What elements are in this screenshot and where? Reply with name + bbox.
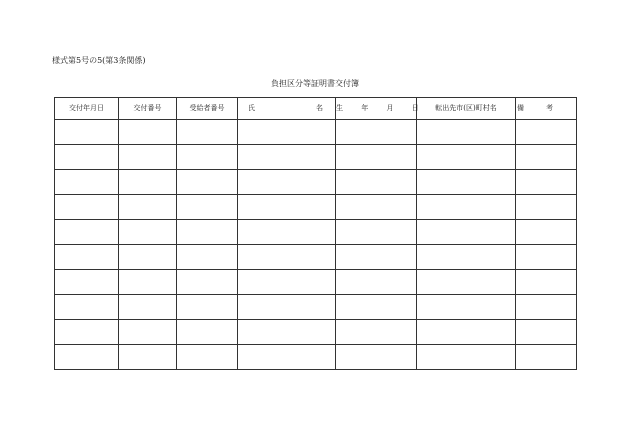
table-cell[interactable] [119,320,177,345]
header-issue-number: 交付番号 [119,98,177,120]
table-cell[interactable] [119,295,177,320]
table-row [55,145,577,170]
table-cell[interactable] [119,270,177,295]
table-cell[interactable] [336,245,417,270]
table-cell[interactable] [516,345,577,370]
table-cell[interactable] [238,195,336,220]
table-cell[interactable] [238,245,336,270]
table-cell[interactable] [238,295,336,320]
table-cell[interactable] [238,170,336,195]
table-body [55,120,577,370]
table-row [55,245,577,270]
table-cell[interactable] [55,295,119,320]
table-row [55,220,577,245]
table-cell[interactable] [336,345,417,370]
table-header-row [55,98,577,120]
table-cell[interactable] [516,245,577,270]
table-cell[interactable] [177,295,238,320]
table-cell[interactable] [417,145,516,170]
table-cell[interactable] [516,270,577,295]
table-cell[interactable] [516,145,577,170]
table-cell[interactable] [119,170,177,195]
table-cell[interactable] [119,245,177,270]
table-cell[interactable] [417,345,516,370]
table-cell[interactable] [336,170,417,195]
table-row [55,195,577,220]
table-cell[interactable] [336,270,417,295]
table-row [55,320,577,345]
header-name [238,98,336,120]
table-cell[interactable] [516,320,577,345]
table-cell[interactable] [177,120,238,145]
certificate-issuance-ledger-table [54,97,577,370]
table-cell[interactable] [238,320,336,345]
table-cell[interactable] [417,295,516,320]
table-cell[interactable] [516,195,577,220]
header-issue-date: 交付年月日 [55,98,119,120]
header-name-left: 氏 [248,104,255,112]
table-cell[interactable] [55,270,119,295]
table-cell[interactable] [516,170,577,195]
table-cell[interactable] [238,345,336,370]
table-cell[interactable] [516,120,577,145]
table-cell[interactable] [336,220,417,245]
table-cell[interactable] [177,145,238,170]
table-cell[interactable] [119,120,177,145]
table-cell[interactable] [417,220,516,245]
header-name-right: 名 [316,104,323,112]
table-cell[interactable] [336,320,417,345]
table-cell[interactable] [55,320,119,345]
table-cell[interactable] [119,145,177,170]
table-cell[interactable] [238,220,336,245]
table-cell[interactable] [336,295,417,320]
table-cell[interactable] [55,195,119,220]
table-cell[interactable] [417,120,516,145]
table-cell[interactable] [177,320,238,345]
table-row [55,170,577,195]
table-cell[interactable] [177,170,238,195]
table-cell[interactable] [177,195,238,220]
table-cell[interactable] [177,245,238,270]
table-cell[interactable] [55,170,119,195]
table-row [55,345,577,370]
table-cell[interactable] [417,195,516,220]
table-row [55,270,577,295]
table-cell[interactable] [516,295,577,320]
header-destination: 転出先市(区)町村名 [417,98,516,120]
table-cell[interactable] [417,320,516,345]
table-cell[interactable] [336,195,417,220]
table-cell[interactable] [238,120,336,145]
table-cell[interactable] [336,145,417,170]
table-cell[interactable] [119,345,177,370]
header-birth-date: 生 年 月 日 [336,98,417,120]
table-cell[interactable] [177,270,238,295]
table-cell[interactable] [336,120,417,145]
header-remarks: 備考 [516,98,577,120]
table-cell[interactable] [417,170,516,195]
table-cell[interactable] [119,195,177,220]
table-cell[interactable] [55,345,119,370]
document-title: 負担区分等証明書交付簿 [271,79,359,88]
table-cell[interactable] [177,220,238,245]
table-cell[interactable] [417,270,516,295]
table-row [55,295,577,320]
table-cell[interactable] [177,345,238,370]
table-row [55,120,577,145]
table-cell[interactable] [238,145,336,170]
table-cell[interactable] [55,245,119,270]
form-number-label: 様式第5号の5(第3条関係) [52,56,146,65]
table-cell[interactable] [417,245,516,270]
header-recipient-number: 受給者番号 [177,98,238,120]
table-cell[interactable] [55,120,119,145]
table-cell[interactable] [55,145,119,170]
table-cell[interactable] [55,220,119,245]
table-cell[interactable] [119,220,177,245]
table-cell[interactable] [516,220,577,245]
table-cell[interactable] [238,270,336,295]
